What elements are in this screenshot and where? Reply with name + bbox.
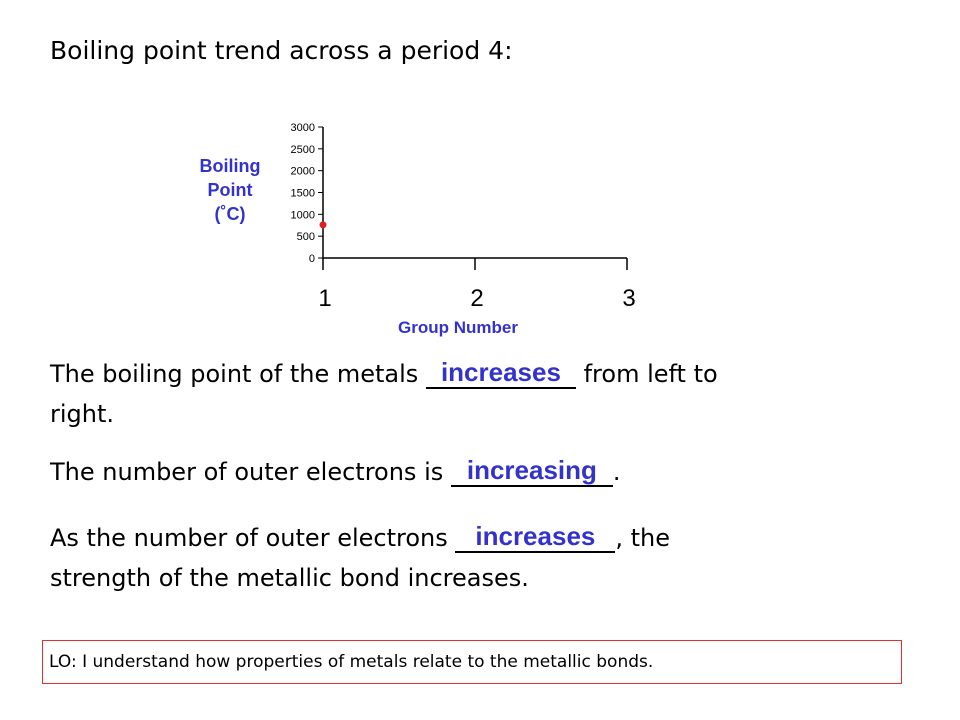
x-tick-label: 2 <box>470 285 484 312</box>
sentence-metallic-bond-line2: strength of the metallic bond increases. <box>50 564 529 592</box>
sentence-text: The boiling point of the metals <box>50 360 419 388</box>
data-point <box>320 221 327 228</box>
sentence-text: , the <box>615 524 671 552</box>
sentence-boiling-point-line2: right. <box>50 400 115 428</box>
page-title: Boiling point trend across a period 4: <box>50 36 513 65</box>
sentence-outer-electrons <box>50 455 621 487</box>
sentence-text: from left to <box>583 360 718 388</box>
x-tick-label: 3 <box>622 285 636 312</box>
sentence-text: The number of outer electrons is <box>50 458 444 486</box>
y-axis-label-line: Point <box>207 180 253 200</box>
answer-blank <box>451 455 613 487</box>
sentence-text: . <box>612 458 621 486</box>
y-axis-label-line: (˚C) <box>214 204 246 224</box>
answer-text: increasing <box>466 455 597 485</box>
y-tick-label: 0 <box>308 253 315 265</box>
answer-blank <box>426 357 576 389</box>
answer-blank <box>455 521 615 553</box>
sentence-metallic-bond <box>50 521 671 553</box>
y-axis-label-line: Boiling <box>199 156 261 176</box>
y-tick-label: 500 <box>296 231 315 244</box>
x-tick-label: 1 <box>318 285 332 312</box>
y-tick-label: 1000 <box>290 209 315 222</box>
y-tick-label: 1500 <box>290 187 315 200</box>
boiling-point-chart <box>0 0 960 340</box>
answer-text: increases <box>475 521 596 551</box>
learning-objective-box: LO: I understand how properties of metals relate to the metallic bonds. <box>42 640 902 684</box>
sentence-text: As the number of outer electrons <box>50 524 448 552</box>
answer-text: increases <box>440 357 561 387</box>
y-tick-label: 2000 <box>290 165 315 178</box>
sentence-boiling-point <box>50 357 718 389</box>
y-tick-label: 3000 <box>290 122 315 134</box>
y-tick-label: 2500 <box>290 143 315 156</box>
x-axis-label: Group Number <box>398 318 518 337</box>
